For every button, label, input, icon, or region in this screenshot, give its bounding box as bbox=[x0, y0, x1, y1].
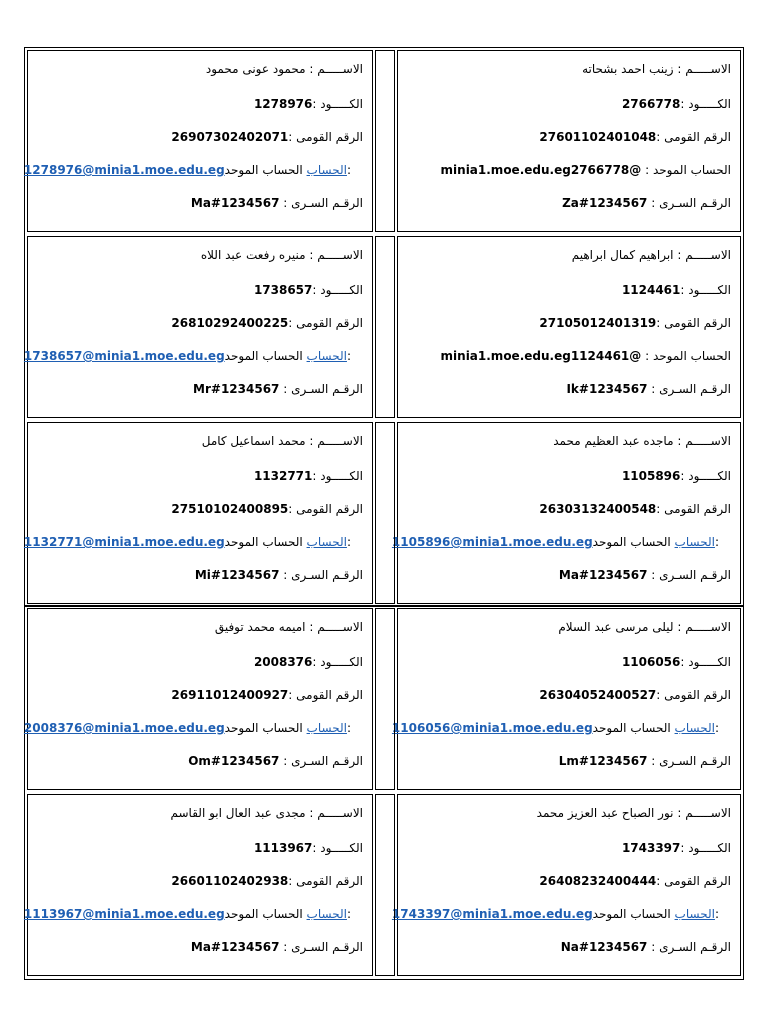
account-colon: : bbox=[714, 721, 719, 735]
code-label: الكـــــود : bbox=[312, 97, 363, 111]
account-link[interactable]: الحساب bbox=[674, 721, 715, 735]
account-card bbox=[23, 422, 373, 604]
name-value: زينب احمد بشحاته bbox=[582, 62, 674, 76]
account-line bbox=[23, 347, 363, 365]
password-line bbox=[32, 380, 363, 398]
national-id-label: الرقم القومى : bbox=[288, 502, 363, 516]
code-line bbox=[32, 467, 363, 485]
email-link[interactable]: 1132771@minia1.moe.edu.eg bbox=[23, 535, 225, 549]
national-id-line bbox=[402, 314, 731, 332]
code-line bbox=[402, 281, 731, 299]
password-value: Ma#1234567 bbox=[190, 196, 280, 210]
national-id-label: الرقم القومى : bbox=[656, 502, 731, 516]
name-value: نور الصباح عبد العزيز محمد bbox=[536, 806, 674, 820]
table-row bbox=[25, 48, 743, 234]
account-label: الحساب الموحد bbox=[592, 535, 671, 549]
code-line bbox=[32, 281, 363, 299]
code-value: 1278976 bbox=[253, 97, 313, 111]
password-line bbox=[402, 194, 731, 212]
password-label: الرقـم السـرى : bbox=[283, 940, 363, 954]
national-id-value: 26911012400927 bbox=[171, 688, 289, 702]
code-value: 2766778 bbox=[621, 97, 681, 111]
national-id-label: الرقم القومى : bbox=[288, 316, 363, 330]
account-link[interactable]: الحساب bbox=[306, 907, 347, 921]
national-id-value: 26303132400548 bbox=[539, 502, 657, 516]
national-id-line bbox=[402, 500, 731, 518]
code-label: الكـــــود : bbox=[680, 97, 731, 111]
code-value: 1106056 bbox=[621, 655, 681, 669]
account-card bbox=[397, 50, 741, 232]
account-label: الحساب الموحد bbox=[652, 349, 731, 363]
national-id-label: الرقم القومى : bbox=[288, 874, 363, 888]
national-id-value: 26304052400527 bbox=[539, 688, 657, 702]
national-id-line bbox=[32, 500, 363, 518]
email-link[interactable]: 1743397@minia1.moe.edu.eg bbox=[391, 907, 593, 921]
row-separator bbox=[25, 605, 743, 607]
account-colon: : bbox=[346, 907, 351, 921]
password-line bbox=[402, 566, 731, 584]
email-link[interactable]: 1278976@minia1.moe.edu.eg bbox=[23, 163, 225, 177]
account-label: الحساب الموحد bbox=[224, 163, 303, 177]
password-value: Mr#1234567 bbox=[193, 382, 280, 396]
email-value: minia1.moe.edu.eg2766778@ bbox=[440, 163, 642, 177]
spacer-column bbox=[375, 236, 395, 418]
national-id-value: 27601102401048 bbox=[539, 130, 657, 144]
name-label: الاســـــم : bbox=[309, 62, 363, 76]
account-line: الحساب الموحد : minia1.moe.edu.eg2766778@ bbox=[440, 163, 731, 177]
password-value: Za#1234567 bbox=[562, 196, 648, 210]
name-line bbox=[32, 804, 363, 822]
name-value: ليلى مرسى عبد السلام bbox=[558, 620, 674, 634]
account-label: الحساب الموحد bbox=[592, 907, 671, 921]
account-label: الحساب الموحد bbox=[224, 535, 303, 549]
table-row bbox=[25, 420, 743, 606]
email-link[interactable]: 1738657@minia1.moe.edu.eg bbox=[23, 349, 225, 363]
account-label: الحساب الموحد bbox=[224, 349, 303, 363]
national-id-label: الرقم القومى : bbox=[656, 688, 731, 702]
account-card bbox=[23, 236, 373, 418]
password-label: الرقـم السـرى : bbox=[651, 196, 731, 210]
password-value: Lm#1234567 bbox=[558, 754, 648, 768]
account-label: الحساب الموحد bbox=[224, 907, 303, 921]
name-label: الاســـــم : bbox=[309, 434, 363, 448]
code-line bbox=[402, 95, 731, 113]
name-value: منيره رفعت عبد اللاه bbox=[200, 248, 306, 262]
email-link[interactable]: 2008376@minia1.moe.edu.eg bbox=[23, 721, 225, 735]
national-id-label: الرقم القومى : bbox=[288, 130, 363, 144]
name-label: الاســـــم : bbox=[309, 248, 363, 262]
code-label: الكـــــود : bbox=[680, 655, 731, 669]
name-value: مجدى عبد العال ابو القاسم bbox=[170, 806, 306, 820]
spacer-column bbox=[375, 608, 395, 790]
national-id-line bbox=[402, 686, 731, 704]
code-value: 1738657 bbox=[253, 283, 313, 297]
account-card bbox=[397, 236, 741, 418]
name-label: الاســـــم : bbox=[309, 806, 363, 820]
account-card bbox=[391, 608, 741, 790]
account-link[interactable]: الحساب bbox=[306, 721, 347, 735]
code-line bbox=[32, 839, 363, 857]
spacer-column bbox=[375, 794, 395, 976]
national-id-line bbox=[32, 686, 363, 704]
code-label: الكـــــود : bbox=[680, 841, 731, 855]
account-colon: : bbox=[714, 535, 719, 549]
password-line bbox=[32, 938, 363, 956]
name-label: الاســـــم : bbox=[677, 248, 731, 262]
name-label: الاســـــم : bbox=[677, 62, 731, 76]
code-line bbox=[32, 653, 363, 671]
password-value: Na#1234567 bbox=[560, 940, 648, 954]
national-id-value: 26907302402071 bbox=[171, 130, 289, 144]
password-label: الرقـم السـرى : bbox=[651, 382, 731, 396]
account-label: الحساب الموحد bbox=[224, 721, 303, 735]
code-label: الكـــــود : bbox=[680, 469, 731, 483]
password-label: الرقـم السـرى : bbox=[651, 754, 731, 768]
password-line bbox=[32, 194, 363, 212]
credentials-table bbox=[24, 47, 744, 980]
password-label: الرقـم السـرى : bbox=[283, 754, 363, 768]
account-line bbox=[23, 719, 363, 737]
account-card bbox=[23, 794, 373, 976]
account-card bbox=[23, 608, 373, 790]
password-label: الرقـم السـرى : bbox=[651, 568, 731, 582]
code-line bbox=[32, 95, 363, 113]
name-label: الاســـــم : bbox=[677, 434, 731, 448]
national-id-label: الرقم القومى : bbox=[656, 316, 731, 330]
spacer-column bbox=[375, 422, 395, 604]
password-label: الرقـم السـرى : bbox=[283, 568, 363, 582]
code-label: الكـــــود : bbox=[680, 283, 731, 297]
code-value: 1132771 bbox=[253, 469, 313, 483]
name-line bbox=[32, 246, 363, 264]
password-value: Ma#1234567 bbox=[190, 940, 280, 954]
password-line bbox=[32, 566, 363, 584]
name-value: اميمه محمد توفيق bbox=[214, 620, 306, 634]
national-id-line bbox=[32, 314, 363, 332]
account-line bbox=[23, 533, 363, 551]
password-value: Ik#1234567 bbox=[566, 382, 648, 396]
password-line bbox=[402, 938, 731, 956]
password-value: Mi#1234567 bbox=[194, 568, 280, 582]
name-line bbox=[32, 432, 363, 450]
national-id-value: 26810292400225 bbox=[171, 316, 289, 330]
account-card bbox=[391, 422, 741, 604]
password-line bbox=[32, 752, 363, 770]
password-line bbox=[402, 380, 731, 398]
name-value: ماجده عبد العظيم محمد bbox=[553, 434, 674, 448]
national-id-value: 26601102402938 bbox=[171, 874, 289, 888]
name-line bbox=[402, 618, 731, 636]
national-id-line bbox=[402, 872, 731, 890]
code-line bbox=[402, 653, 731, 671]
name-line bbox=[402, 246, 731, 264]
account-card bbox=[391, 794, 741, 976]
name-value: محمود عونى محمود bbox=[205, 62, 306, 76]
code-label: الكـــــود : bbox=[312, 469, 363, 483]
code-value: 2008376 bbox=[253, 655, 313, 669]
password-label: الرقـم السـرى : bbox=[651, 940, 731, 954]
password-label: الرقـم السـرى : bbox=[283, 382, 363, 396]
account-line bbox=[391, 719, 731, 737]
name-value: محمد اسماعيل كامل bbox=[201, 434, 306, 448]
code-line bbox=[402, 839, 731, 857]
account-line bbox=[391, 905, 731, 923]
account-link[interactable]: الحساب bbox=[674, 535, 715, 549]
national-id-label: الرقم القومى : bbox=[656, 874, 731, 888]
national-id-label: الرقم القومى : bbox=[288, 688, 363, 702]
account-link[interactable]: الحساب bbox=[674, 907, 715, 921]
email-value: minia1.moe.edu.eg1124461@ bbox=[440, 349, 642, 363]
password-value: Om#1234567 bbox=[188, 754, 280, 768]
code-value: 1105896 bbox=[621, 469, 681, 483]
password-value: Ma#1234567 bbox=[558, 568, 648, 582]
account-link[interactable]: الحساب bbox=[306, 535, 347, 549]
spacer-column bbox=[375, 50, 395, 232]
name-line bbox=[402, 804, 731, 822]
code-label: الكـــــود : bbox=[312, 841, 363, 855]
account-line: الحساب الموحد : minia1.moe.edu.eg1124461@ bbox=[440, 349, 731, 363]
account-line bbox=[23, 905, 363, 923]
code-value: 1113967 bbox=[253, 841, 313, 855]
account-line bbox=[23, 161, 363, 179]
email-link[interactable]: 1105896@minia1.moe.edu.eg bbox=[391, 535, 593, 549]
name-line bbox=[32, 618, 363, 636]
table-row bbox=[25, 234, 743, 420]
table-row bbox=[25, 792, 743, 978]
account-line bbox=[391, 533, 731, 551]
password-line bbox=[402, 752, 731, 770]
account-label: الحساب الموحد bbox=[592, 721, 671, 735]
account-card bbox=[23, 50, 373, 232]
national-id-label: الرقم القومى : bbox=[656, 130, 731, 144]
national-id-value: 26408232400444 bbox=[539, 874, 657, 888]
name-line bbox=[402, 432, 731, 450]
code-value: 1124461 bbox=[621, 283, 681, 297]
national-id-line bbox=[402, 128, 731, 146]
account-link[interactable]: الحساب bbox=[306, 349, 347, 363]
national-id-line bbox=[32, 872, 363, 890]
account-colon: : bbox=[714, 907, 719, 921]
table-row bbox=[25, 606, 743, 792]
code-label: الكـــــود : bbox=[312, 283, 363, 297]
code-label: الكـــــود : bbox=[312, 655, 363, 669]
code-line bbox=[402, 467, 731, 485]
name-label: الاســـــم : bbox=[309, 620, 363, 634]
password-label: الرقـم السـرى : bbox=[283, 196, 363, 210]
account-colon: : bbox=[346, 721, 351, 735]
name-label: الاســـــم : bbox=[677, 620, 731, 634]
account-colon: : bbox=[346, 349, 351, 363]
account-label: الحساب الموحد bbox=[652, 163, 731, 177]
account-colon: : bbox=[346, 163, 351, 177]
code-value: 1743397 bbox=[621, 841, 681, 855]
name-line bbox=[32, 60, 363, 78]
account-colon: : bbox=[346, 535, 351, 549]
name-line bbox=[402, 60, 731, 78]
national-id-value: 27105012401319 bbox=[539, 316, 657, 330]
national-id-line bbox=[32, 128, 363, 146]
name-label: الاســـــم : bbox=[677, 806, 731, 820]
name-value: ابراهيم كمال ابراهيم bbox=[571, 248, 674, 262]
account-link[interactable]: الحساب bbox=[306, 163, 347, 177]
email-link[interactable]: 1106056@minia1.moe.edu.eg bbox=[391, 721, 593, 735]
national-id-value: 27510102400895 bbox=[171, 502, 289, 516]
email-link[interactable]: 1113967@minia1.moe.edu.eg bbox=[23, 907, 225, 921]
